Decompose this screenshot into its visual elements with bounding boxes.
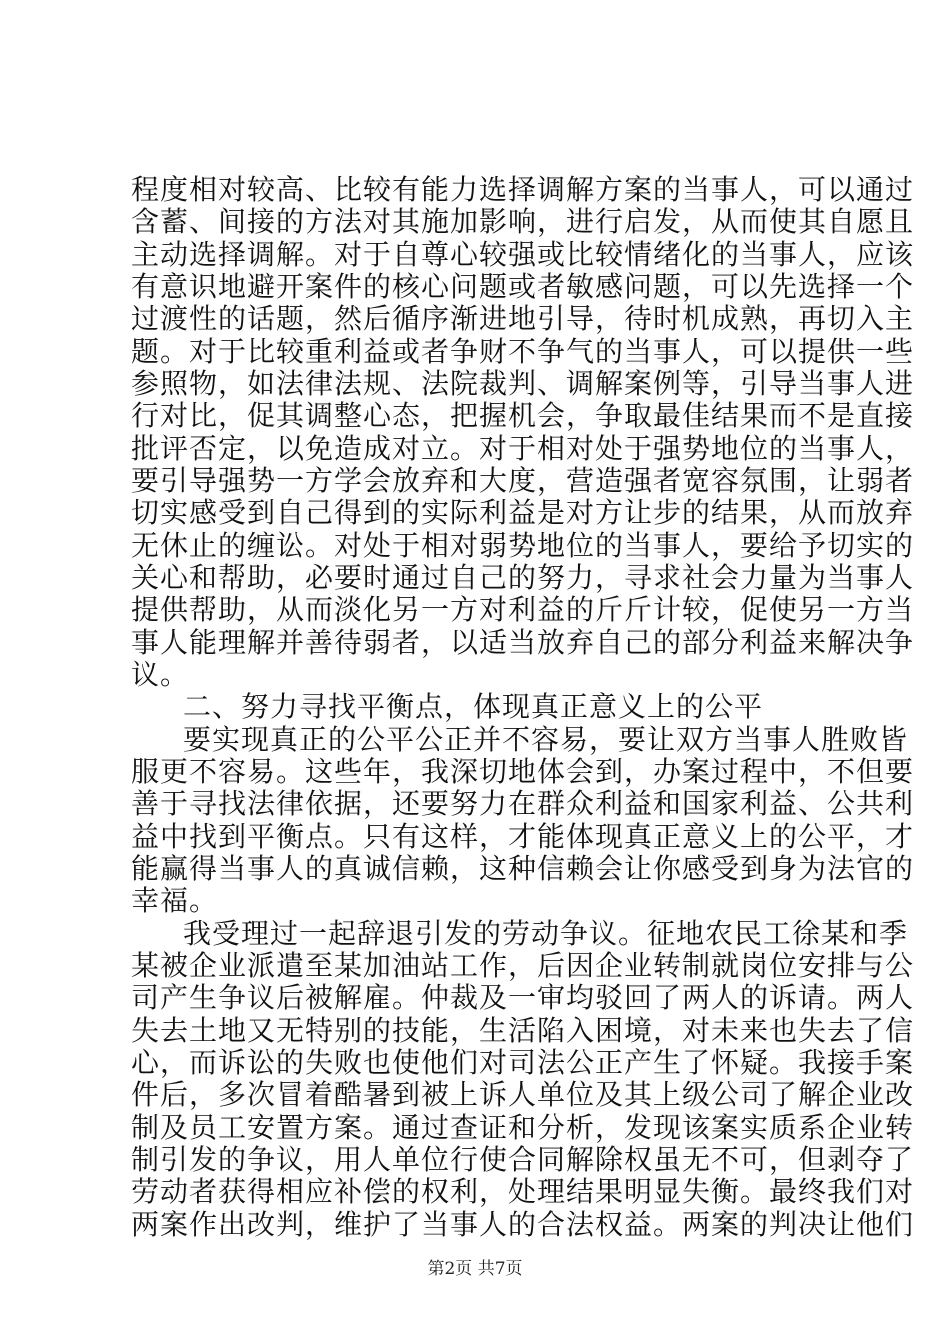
- text-line: 主动选择调解。对于自尊心较强或比较情绪化的当事人，应该: [131, 238, 915, 271]
- text-line: 善于寻找法律依据，还要努力在群众利益和国家利益、公共利: [131, 787, 915, 820]
- text-line: 题。对于比较重利益或者争财不争气的当事人，可以提供一些: [131, 335, 915, 368]
- page-number: 第2页 共7页: [427, 1259, 523, 1279]
- text-line: 议。: [131, 658, 190, 691]
- text-line: 行对比，促其调整心态，把握机会，争取最佳结果而不是直接: [131, 399, 915, 432]
- text-line: 能赢得当事人的真诚信赖，这种信赖会让你感受到身为法官的: [131, 852, 915, 885]
- text-line: 制及员工安置方案。通过查证和分析，发现该案实质系企业转: [131, 1111, 915, 1144]
- text-line: 事人能理解并善待弱者，以适当放弃自己的部分利益来解决争: [131, 626, 915, 659]
- text-line: 司产生争议后被解雇。仲裁及一审均驳回了两人的诉请。两人: [131, 981, 915, 1014]
- text-line: 参照物，如法律法规、法院裁判、调解案例等，引导当事人进: [131, 367, 915, 400]
- text-line: 批评否定，以免造成对立。对于相对处于强势地位的当事人，: [131, 432, 915, 465]
- text-line: 幸福。: [131, 884, 219, 917]
- text-line: 我受理过一起辞退引发的劳动争议。征地农民工徐某和季: [183, 917, 909, 950]
- text-line: 两案作出改判，维护了当事人的合法权益。两案的判决让他们: [131, 1208, 915, 1241]
- text-line: 有意识地避开案件的核心问题或者敏感问题，可以先选择一个: [131, 270, 915, 303]
- text-line: 过渡性的话题，然后循序渐进地引导，待时机成熟，再切入主: [131, 302, 915, 335]
- text-line: 件后，多次冒着酷暑到被上诉人单位及其上级公司了解企业改: [131, 1078, 915, 1111]
- section-heading: 二、努力寻找平衡点，体现真正意义上的公平: [183, 690, 764, 723]
- text-line: 切实感受到自己得到的实际利益是对方让步的结果，从而放弃: [131, 496, 915, 529]
- text-line: 某被企业派遣至某加油站工作，后因企业转制就岗位安排与公: [131, 949, 915, 982]
- text-line: 劳动者获得相应补偿的权利，处理结果明显失衡。最终我们对: [131, 1175, 915, 1208]
- text-line: 提供帮助，从而淡化另一方对利益的斤斤计较，促使另一方当: [131, 593, 915, 626]
- text-line: 心，而诉讼的失败也使他们对司法公正产生了怀疑。我接手案: [131, 1046, 915, 1079]
- text-line: 要引导强势一方学会放弃和大度，营造强者宽容氛围，让弱者: [131, 464, 915, 497]
- text-line: 含蓄、间接的方法对其施加影响，进行启发，从而使其自愿且: [131, 205, 915, 238]
- text-line: 服更不容易。这些年，我深切地体会到，办案过程中，不但要: [131, 755, 915, 788]
- text-line: 失去土地又无特别的技能，生活陷入困境，对未来也失去了信: [131, 1014, 915, 1047]
- text-line: 制引发的争议，用人单位行使合同解除权虽无不可，但剥夺了: [131, 1143, 915, 1176]
- text-line: 程度相对较高、比较有能力选择调解方案的当事人，可以通过: [131, 173, 915, 206]
- text-line: 无休止的缠讼。对处于相对弱势地位的当事人，要给予切实的: [131, 529, 915, 562]
- text-line: 益中找到平衡点。只有这样，才能体现真正意义上的公平，才: [131, 820, 915, 853]
- text-line: 关心和帮助，必要时通过自己的努力，寻求社会力量为当事人: [131, 561, 915, 594]
- text-line: 要实现真正的公平公正并不容易，要让双方当事人胜败皆: [183, 723, 909, 756]
